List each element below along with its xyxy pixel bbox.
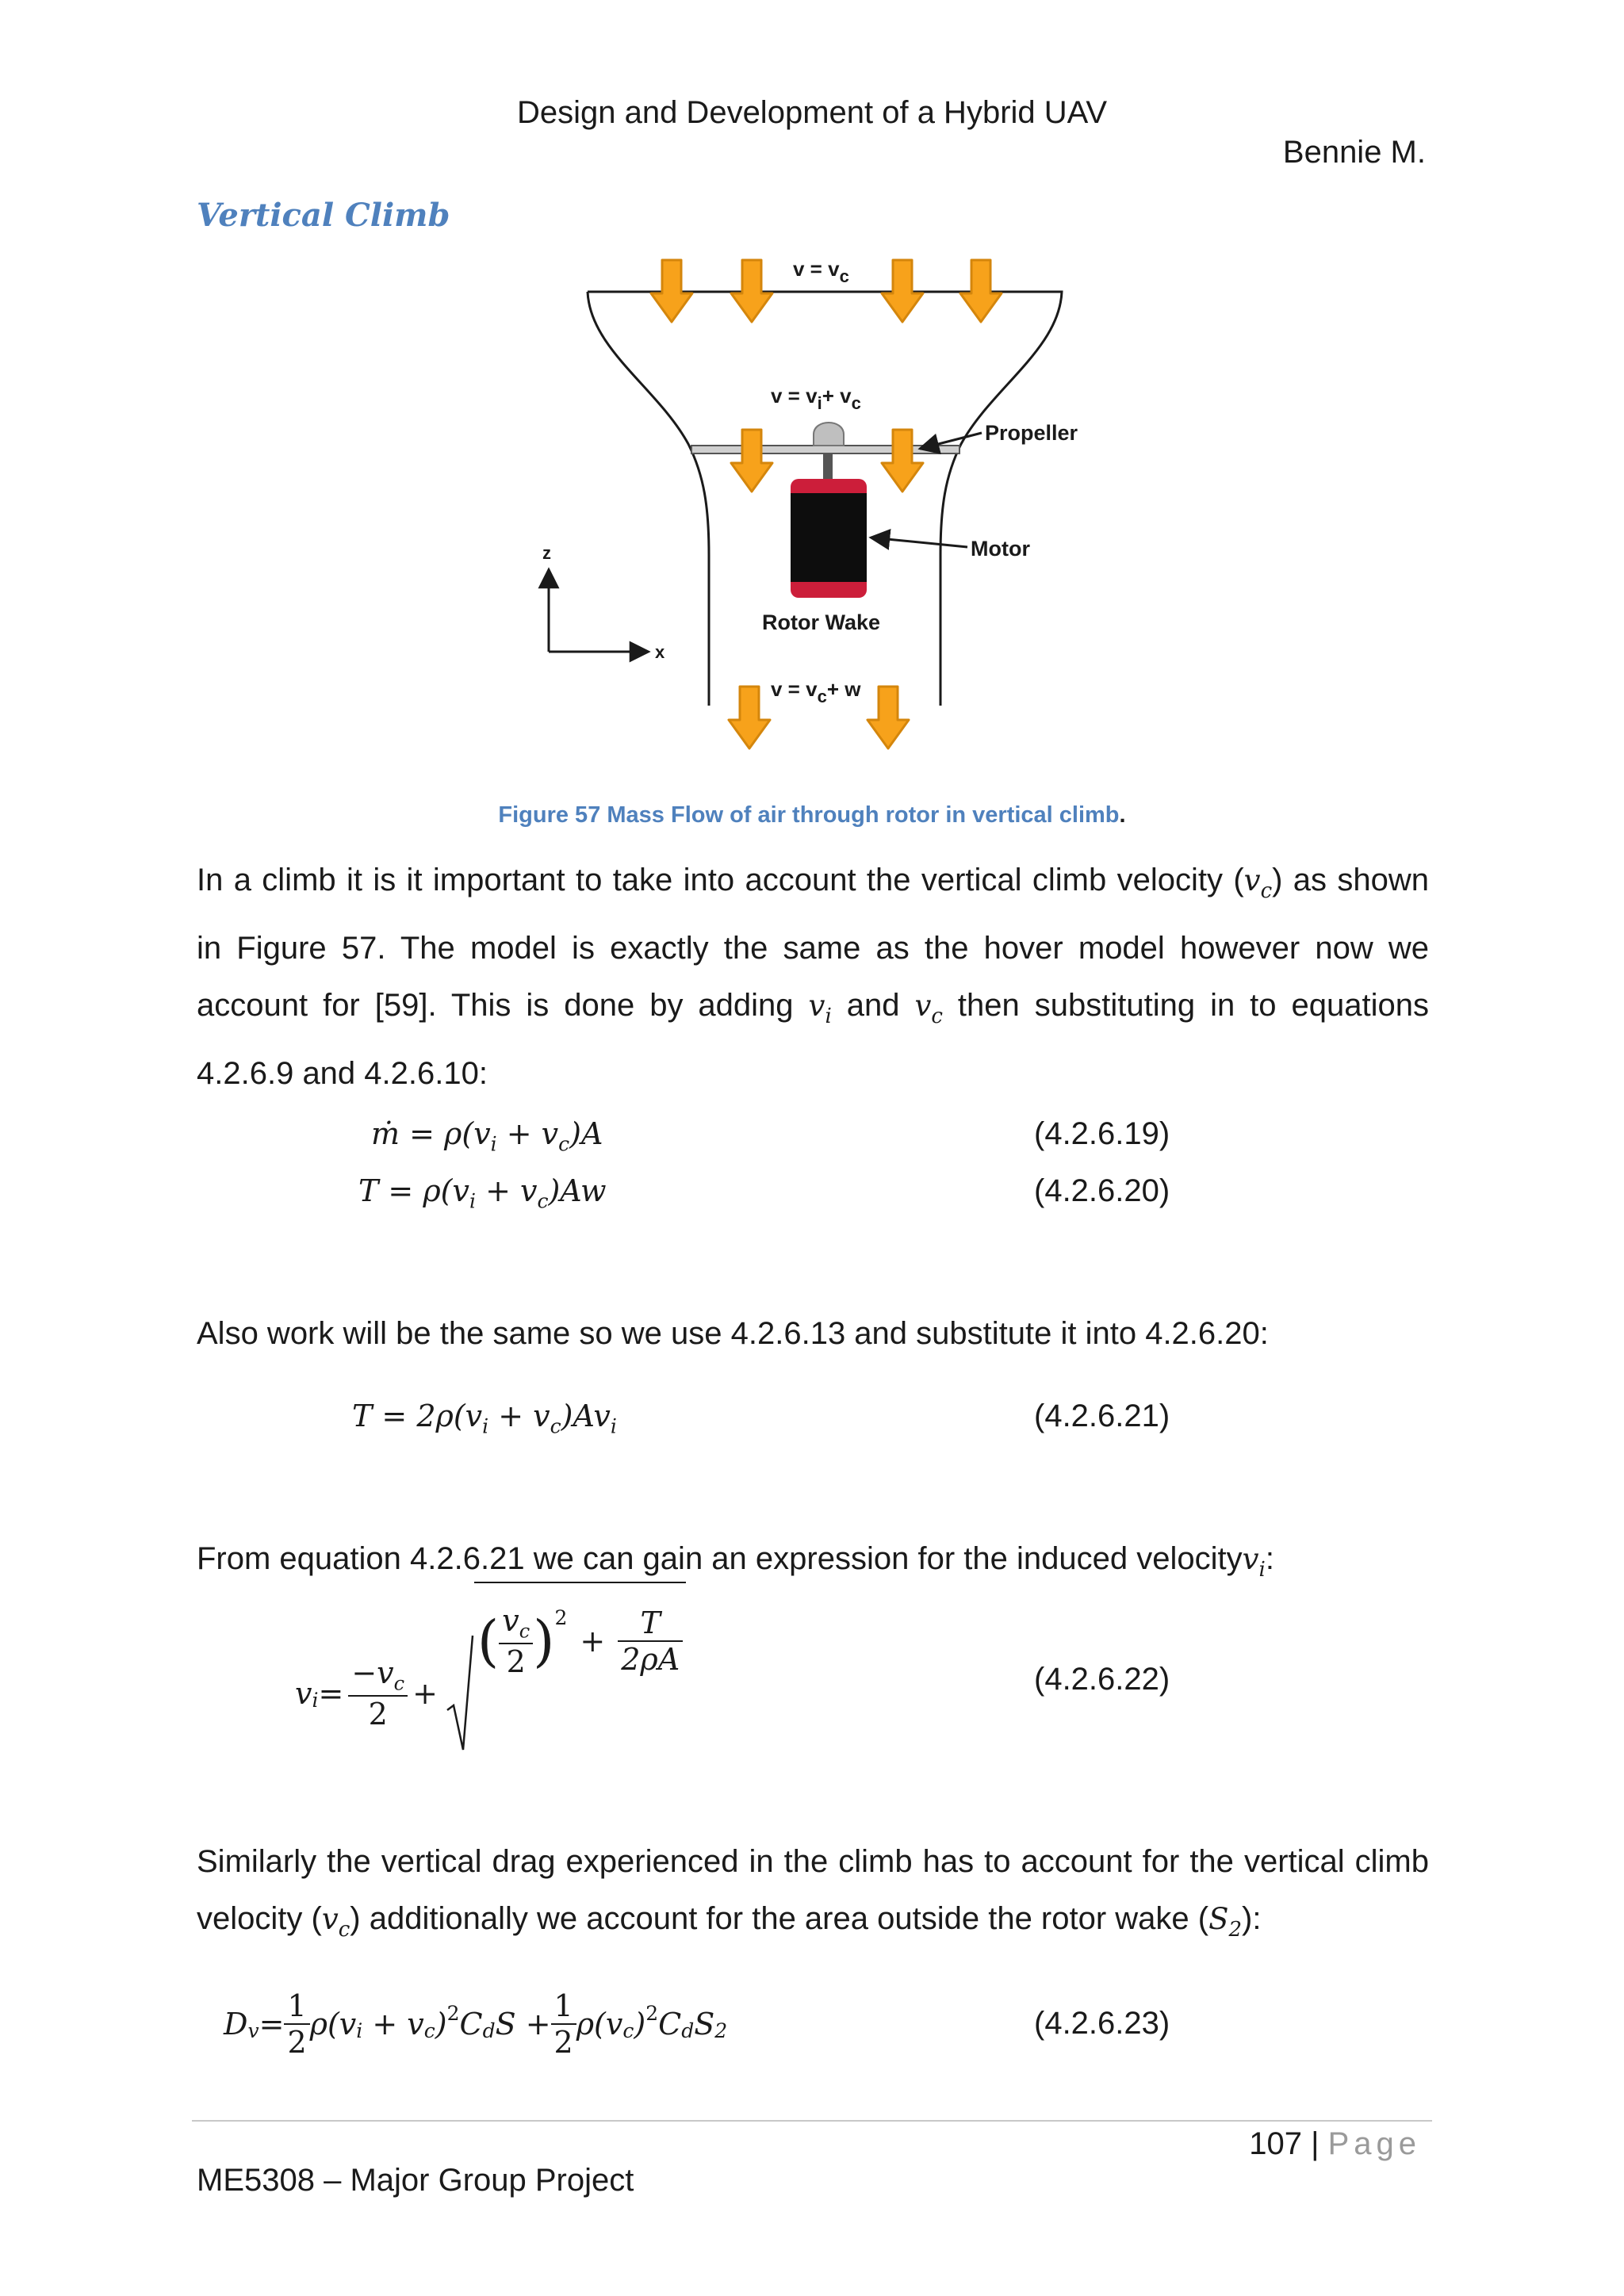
footer-rule — [192, 2120, 1432, 2122]
running-header-author: Bennie M. — [1282, 135, 1426, 170]
label-rotor-wake: Rotor Wake — [762, 610, 881, 634]
equation-number-21: (4.2.6.21) — [1034, 1399, 1170, 1433]
outflow-arrow-1 — [729, 687, 770, 748]
page-number: 107 | Page — [1249, 2126, 1421, 2161]
equation-4-2-6-22: v $_i$ = $\frac{-v_c}{2}$ + ( $\frac{v_c}{2}$ ) $^2$ + $\frac{T}{2\rho A}$ — [295, 1638, 686, 1749]
motor-body — [791, 479, 867, 598]
rotor-arrow-2 — [882, 430, 923, 492]
fraction-one-half-1: $\frac{1}{2}$ — [284, 1988, 309, 2060]
axis-indicator — [549, 569, 649, 652]
footer-project: ME5308 – Major Group Project — [197, 2163, 634, 2198]
equation-number-20: (4.2.6.20) — [1034, 1173, 1170, 1208]
equation-4-2-6-20: $T = \rho(v_i + v_c)Aw$ — [358, 1173, 607, 1213]
label-propeller: Propeller — [985, 421, 1078, 445]
fraction-T-over-2rhoA: $\frac{T}{2\rho A}$ — [618, 1605, 683, 1677]
fraction-one-half-2: $\frac{1}{2}$ — [551, 1988, 576, 2060]
equation-number-19: (4.2.6.19) — [1034, 1116, 1170, 1151]
motor-shaft — [823, 453, 833, 479]
mass-flow-figure — [0, 238, 1624, 761]
axis-z-label: z — [542, 543, 551, 563]
label-motor: Motor — [971, 537, 1030, 561]
label-v-bottom: $v = v_c+ w$ — [771, 677, 861, 706]
propeller-blade — [691, 446, 959, 453]
label-v-top: $v = v_c$ — [793, 257, 849, 286]
propeller-hub — [814, 423, 844, 446]
axis-x-label: x — [655, 642, 665, 662]
running-header-title: Design and Development of a Hybrid UAV — [516, 95, 1108, 130]
equation-4-2-6-21: $T = 2\rho(v_i + v_c)Av_i$ — [352, 1399, 617, 1438]
motor-leader — [871, 538, 967, 547]
section-heading: Vertical Climb — [197, 197, 450, 234]
square-root: ( $\frac{v_c}{2}$ ) $^2$ + $\frac{T}{2\rho A}$ — [446, 1634, 686, 1753]
label-v-mid: $v = v_i+ v_c$ — [771, 384, 861, 413]
figure-caption: Figure 57 Mass Flow of air through rotor in vertical climb. — [498, 802, 1126, 828]
paragraph-intro: In a climb it is it important to take into account the vertical climb velocity $(v_c)$ as shown in Figure 57. The model is exactly the same as the hover model however now we account for [59]. This is done by adding $v_i$ and $v_c$ then substituting in to equations 4.2.6.9 and 4.2.6.10: — [197, 863, 1430, 1091]
fraction-vc-over-2: $\frac{v_c}{2}$ — [499, 1603, 533, 1679]
fraction-neg-vc-over-2: $\frac{-v_c}{2}$ — [348, 1655, 408, 1732]
equation-number-22: (4.2.6.22) — [1034, 1662, 1170, 1697]
equation-4-2-6-19: ṁ = $\rho(v_i + v_c)A$ — [371, 1116, 603, 1156]
rotor-arrow-1 — [731, 430, 772, 492]
paragraph-work: Also work will be the same so we use 4.2.6.13 and substitute it into 4.2.6.20: — [197, 1316, 1269, 1351]
equation-number-23: (4.2.6.23) — [1034, 2006, 1170, 2041]
paragraph-induced-velocity: From equation 4.2.6.21 we can gain an expression for the induced velocityv$_i$: — [197, 1541, 1274, 1582]
paragraph-vertical-drag: Similarly the vertical drag experienced in the climb has to account for the vertical climb velocity $(v_c)$ additionally we account for the area outside the rotor wake $(S_2)$: — [197, 1844, 1429, 1942]
equation-4-2-6-23: D $_v$ = $\frac{1}{2}$ ρ(v $_i$ + v $_c$ ) $^2$ C $_d$ S + $\frac{1}{2}$ ρ(v $_c$ ) $^2$ C $_d$ S $_2$ — [224, 1988, 728, 2060]
outflow-arrow-2 — [868, 687, 909, 748]
